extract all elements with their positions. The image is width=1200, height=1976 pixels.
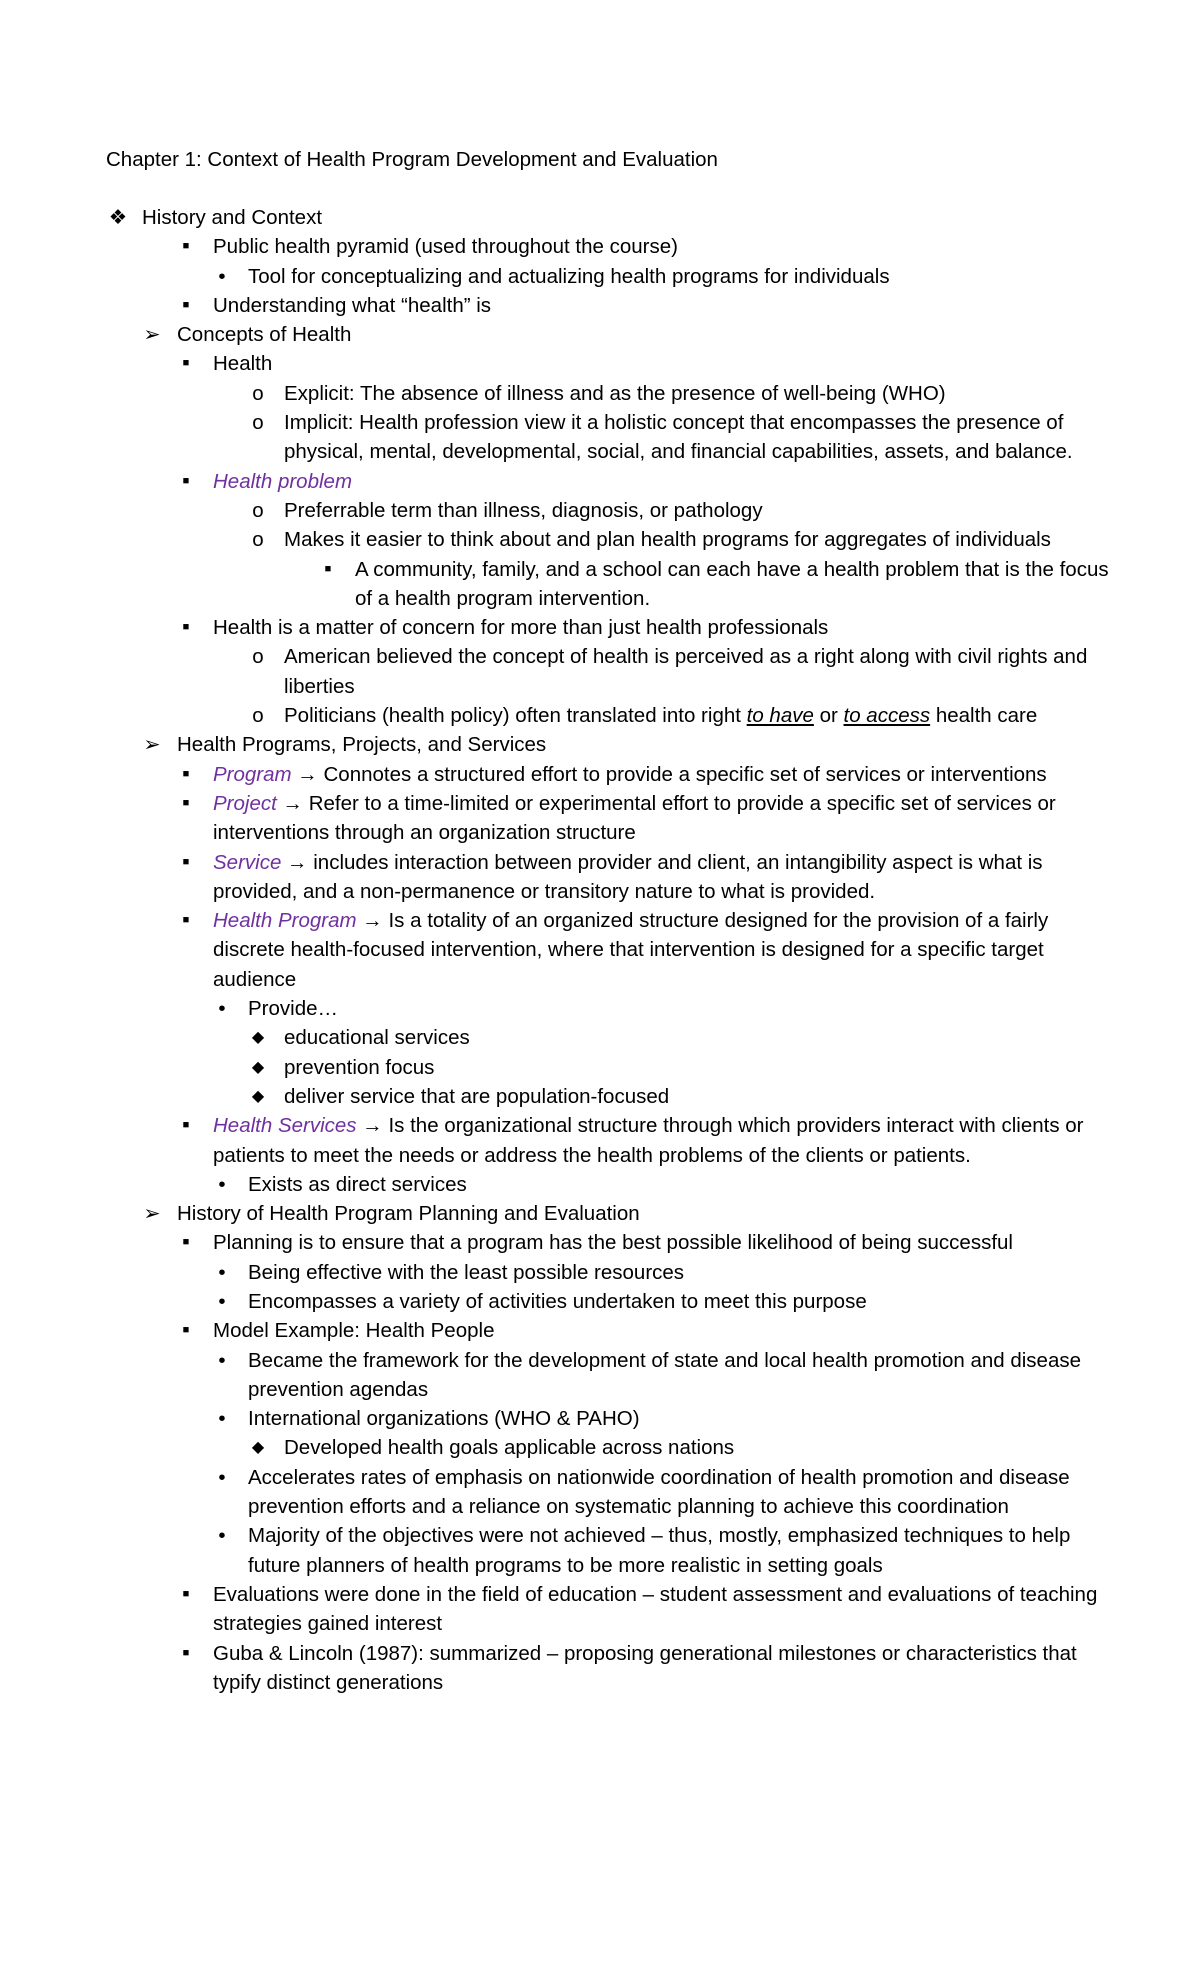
outline-item: ◆ Developed health goals applicable across nations <box>0 1433 1200 1462</box>
outline-item: o Politicians (health policy) often translated into right to have or to access health care <box>0 701 1200 730</box>
dot-bullet-icon: • <box>218 1172 226 1196</box>
outline-item: • International organizations (WHO & PAHO) <box>0 1404 1200 1433</box>
outline-item: • Encompasses a variety of activities undertaken to meet this purpose <box>0 1287 1200 1316</box>
outline-item: • Being effective with the least possible resources <box>0 1258 1200 1287</box>
diamond-bullet-icon: ◆ <box>251 1029 265 1047</box>
outline-item: • Exists as direct services <box>0 1170 1200 1199</box>
circle-bullet-icon: o <box>252 411 264 435</box>
dot-bullet-icon: • <box>218 997 226 1021</box>
outline-item: o Preferrable term than illness, diagnosis, or pathology <box>0 496 1200 525</box>
section-heading: ➢ Concepts of Health <box>0 320 1200 349</box>
term-health-program: Health Program <box>213 909 357 933</box>
square-bullet-icon: ■ <box>182 357 190 370</box>
square-bullet-icon: ■ <box>182 796 190 809</box>
arrow-bullet-icon: ➢ <box>143 323 161 347</box>
outline-item: ■ Project → Refer to a time-limited or experimental effort to provide a specific set of services or interventions through an organization structure <box>0 789 1200 848</box>
to-have-emphasis: to have <box>746 704 814 728</box>
square-bullet-icon: ■ <box>182 1646 190 1659</box>
dot-bullet-icon: • <box>218 264 226 288</box>
outline-item: ■ Program → Connotes a structured effort to provide a specific set of services or interventions <box>0 760 1200 789</box>
dot-bullet-icon: • <box>218 1465 226 1489</box>
outline-item: ■ Evaluations were done in the field of education – student assessment and evaluations of teaching strategies gained interest <box>0 1580 1200 1639</box>
square-bullet-icon: ■ <box>182 1324 190 1337</box>
outline-item: ■ Health Program → Is a totality of an organized structure designed for the provision of a fairly discrete health-focused intervention, where that intervention is designed for a specific target audience <box>0 906 1200 994</box>
arrow-bullet-icon: ➢ <box>143 1202 161 1226</box>
square-bullet-icon: ■ <box>182 1236 190 1249</box>
square-bullet-icon: ■ <box>182 298 190 311</box>
square-bullet-icon: ■ <box>182 474 190 487</box>
outline-item: o American believed the concept of health is perceived as a right along with civil rights and liberties <box>0 642 1200 701</box>
dot-bullet-icon: • <box>218 1260 226 1284</box>
diamond-bullet-icon: ❖ <box>108 206 128 229</box>
diamond-bullet-icon: ◆ <box>251 1439 265 1457</box>
outline-item: • Majority of the objectives were not achieved – thus, mostly, emphasized techniques to help future planners of health programs to be more realistic in setting goals <box>0 1521 1200 1580</box>
outline-item: o Implicit: Health profession view it a holistic concept that encompasses the presence of physical, mental, developmental, social, and financial capabilities, assets, and balance. <box>0 408 1200 467</box>
dot-bullet-icon: • <box>218 1289 226 1313</box>
arrow-bullet-icon: ➢ <box>143 733 161 757</box>
square-bullet-icon: ■ <box>182 855 190 868</box>
outline-item: ■ Planning is to ensure that a program has the best possible likelihood of being successful <box>0 1228 1200 1257</box>
outline-item: ■ Health problem <box>0 467 1200 496</box>
square-bullet-icon: ■ <box>182 621 190 634</box>
outline-item: • Provide… <box>0 994 1200 1023</box>
diamond-bullet-icon: ◆ <box>251 1087 265 1105</box>
outline-item: o Makes it easier to think about and plan health programs for aggregates of individuals <box>0 525 1200 554</box>
outline-item: • Accelerates rates of emphasis on nationwide coordination of health promotion and disease prevention efforts and a reliance on systematic planning to achieve this coordination <box>0 1463 1200 1522</box>
outline-item: ◆ educational services <box>0 1023 1200 1052</box>
square-bullet-icon: ■ <box>182 767 190 780</box>
page-title: Chapter 1: Context of Health Program Development and Evaluation <box>106 148 718 171</box>
square-bullet-icon: ■ <box>182 914 190 927</box>
section-heading: ➢ History of Health Program Planning and Evaluation <box>0 1199 1200 1228</box>
outline-item: • Became the framework for the development of state and local health promotion and disease prevention agendas <box>0 1346 1200 1405</box>
circle-bullet-icon: o <box>252 498 264 522</box>
square-bullet-icon: ■ <box>182 240 190 253</box>
term-health-services: Health Services <box>213 1114 357 1138</box>
outline-item: ■ Understanding what “health” is <box>0 291 1200 320</box>
square-bullet-icon: ■ <box>182 1119 190 1132</box>
outline-item: o Explicit: The absence of illness and as the presence of well-being (WHO) <box>0 379 1200 408</box>
dot-bullet-icon: • <box>218 1348 226 1372</box>
outline-item: ■ Guba & Lincoln (1987): summarized – proposing generational milestones or characteristics that typify distinct generations <box>0 1639 1200 1698</box>
outline-item: ❖ History and Context <box>0 203 1200 232</box>
square-bullet-icon: ■ <box>182 1587 190 1600</box>
to-access-emphasis: to access <box>843 704 931 728</box>
outline-item: ■ Service → includes interaction between provider and client, an intangibility aspect is what is provided, and a non-permanence or transitory nature to what is provided. <box>0 848 1200 907</box>
term-service: Service <box>213 850 282 874</box>
outline-item: ◆ prevention focus <box>0 1053 1200 1082</box>
term-project: Project <box>213 791 277 815</box>
outline-item: • Tool for conceptualizing and actualizing health programs for individuals <box>0 262 1200 291</box>
circle-bullet-icon: o <box>252 704 264 728</box>
outline-item: ■ Public health pyramid (used throughout the course) <box>0 232 1200 261</box>
dot-bullet-icon: • <box>218 1407 226 1431</box>
dot-bullet-icon: • <box>218 1524 226 1548</box>
outline-item: ■ Health <box>0 349 1200 378</box>
outline-item: ◆ deliver service that are population-focused <box>0 1082 1200 1111</box>
outline <box>0 203 1200 1697</box>
circle-bullet-icon: o <box>252 645 264 669</box>
circle-bullet-icon: o <box>252 528 264 552</box>
outline-item: ■ Health Services → Is the organizational structure through which providers interact with clients or patients to meet the needs or address the health problems of the clients or patients. <box>0 1111 1200 1170</box>
diamond-bullet-icon: ◆ <box>251 1058 265 1076</box>
section-heading: ➢ Health Programs, Projects, and Services <box>0 730 1200 759</box>
outline-item: ■ Health is a matter of concern for more than just health professionals <box>0 613 1200 642</box>
circle-bullet-icon: o <box>252 381 264 405</box>
square-bullet-icon: ■ <box>324 562 332 575</box>
outline-item: ■ Model Example: Health People <box>0 1316 1200 1345</box>
outline-item: ■ A community, family, and a school can each have a health problem that is the focus of a health program intervention. <box>0 555 1200 614</box>
term-program: Program <box>213 762 292 786</box>
